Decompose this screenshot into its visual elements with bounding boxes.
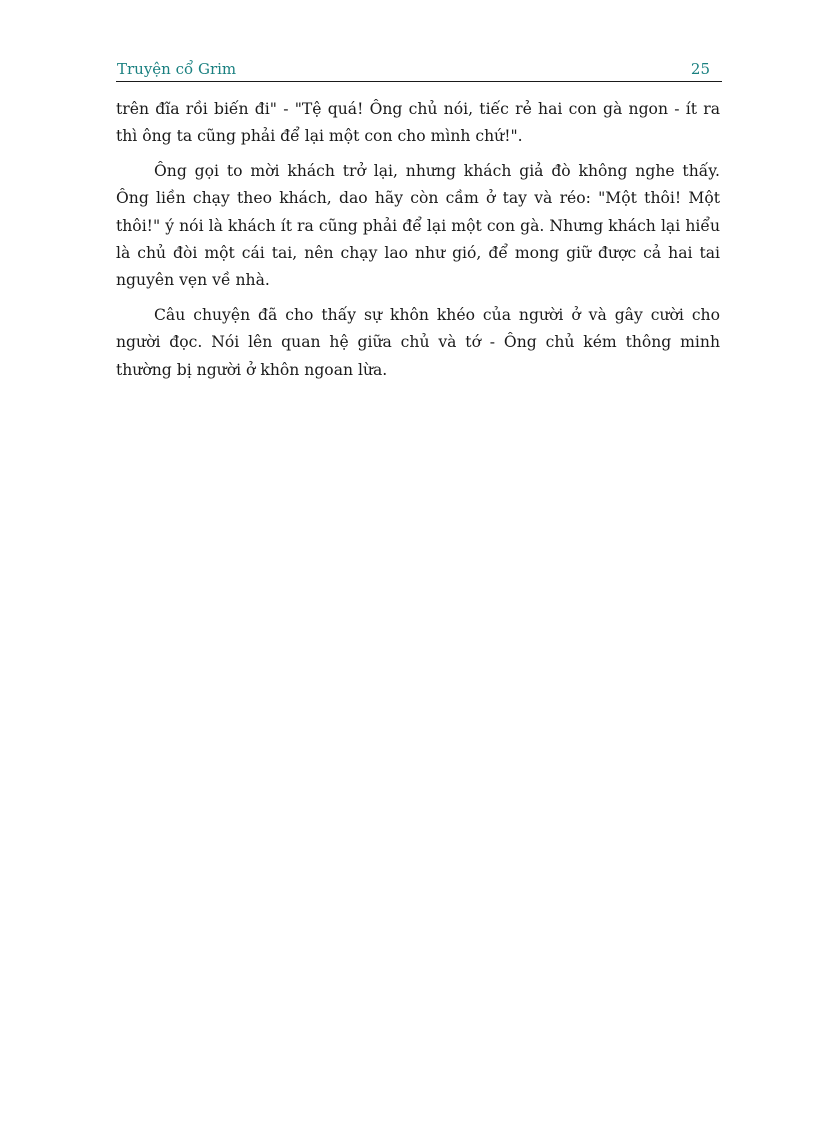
paragraph: Câu chuyện đã cho thấy sự khôn khéo của người ở và gây cười cho người đọc. Nói lên quan hệ giữa chủ và tớ - Ông chủ kém thông minh thường bị người ở khôn ngoan lừa. <box>116 305 720 379</box>
paragraph-continued: trên đĩa rồi biến đi" - "Tệ quá! Ông chủ nói, tiếc rẻ hai con gà ngon - ít ra thì ông ta cũng phải để lại một con cho mình chứ!". <box>116 100 720 146</box>
page-number: 25 <box>690 60 710 78</box>
body-text <box>116 96 720 391</box>
running-header <box>116 59 722 82</box>
book-title: Truyện cổ Grim <box>117 60 237 78</box>
paragraph: Ông gọi to mời khách trở lại, nhưng khách giả đò không nghe thấy. Ông liền chạy theo khách, dao hãy còn cầm ở tay và réo: "Một thôi! Một thôi!" ý nói là khách ít ra cũng phải để lại một con gà. Nhưng khách lại hiểu là chủ đòi một cái tai, nên chạy lao như gió, để mong giữ được cả hai tai nguyên vẹn về nhà. <box>116 161 720 290</box>
